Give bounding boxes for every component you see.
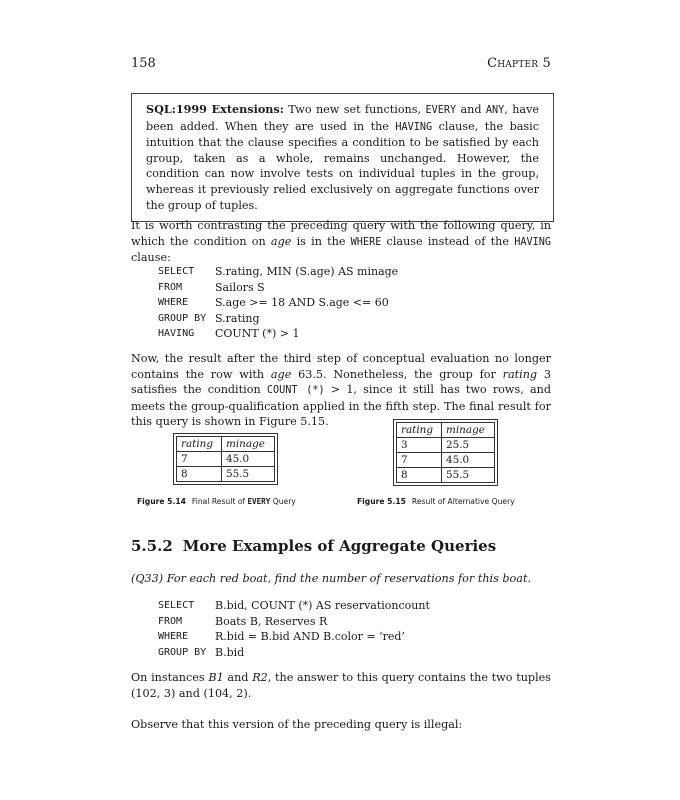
code-keyword: WHERE [158, 297, 189, 309]
code-body: S.age >= 18 AND S.age <= 60 [215, 296, 389, 310]
code-keyword: FROM [158, 281, 183, 293]
table-header-row [177, 437, 275, 452]
cell: 45.0 [222, 452, 275, 467]
box-lead: SQL:1999 Extensions: [146, 102, 284, 116]
code-line [158, 645, 430, 661]
cell: 8 [177, 467, 222, 482]
sql1999-extensions-box [131, 93, 554, 222]
cell: 45.0 [442, 453, 495, 468]
caption-label: Figure 5.14 [137, 497, 186, 506]
paragraph-contrast [131, 218, 551, 266]
table-row [177, 452, 275, 467]
para-text: > 1, since it still has two rows, and meets the group-qualification applied in the fifth step. The final result for this query is shown in Figure 5.15. [131, 383, 551, 429]
caption-text: Result of Alternative Query [411, 497, 515, 506]
table-row [397, 468, 495, 483]
para-text: 3 satisfies the condition [131, 367, 551, 397]
box-text: Two new set functions, [283, 103, 426, 116]
para-text: is in the [291, 234, 351, 248]
para-text: clause instead of the [381, 234, 515, 248]
paragraph-instances [131, 670, 551, 701]
para-text: clause: [131, 251, 171, 265]
caption-figure-5-14 [137, 497, 296, 506]
section-number: 5.5.2 [131, 537, 173, 555]
code-line [158, 311, 398, 327]
kw-where: WHERE [350, 236, 382, 248]
sql-query-1 [158, 264, 398, 342]
cell: 55.5 [222, 467, 275, 482]
code-keyword: HAVING [158, 328, 195, 340]
cell: 3 [397, 438, 442, 453]
para-text: Now, the result after the third step of conceptual evaluation no longer contains the row with [131, 352, 551, 381]
para-text: , the answer to this query contains the two tuples (102, 3) and (104, 2). [131, 671, 552, 700]
col-minage: minage [222, 437, 275, 452]
kw-any: ANY [485, 105, 505, 116]
table-header-row [397, 423, 495, 438]
table-row [397, 453, 495, 468]
query-q33-statement: (Q33) For each red boat, find the number of reservations for this boat. [131, 572, 532, 585]
code-keyword: FROM [158, 615, 183, 627]
code-line [158, 264, 398, 280]
col-rating: rating [397, 423, 442, 438]
code-line [158, 326, 398, 342]
caption-text: Query [270, 497, 296, 506]
code-body: B.bid, COUNT (*) AS reservationcount [215, 599, 430, 612]
caption-figure-5-15 [357, 497, 515, 506]
kw-every: EVERY [247, 497, 271, 506]
box-text: , have been added. When they are used in the [146, 103, 540, 133]
kw-every: EVERY [425, 105, 457, 116]
code-body: S.rating, MIN (S.age) AS minage [215, 265, 399, 278]
paragraph-result [131, 351, 551, 430]
kw-count: COUNT (*) [266, 385, 325, 397]
table-figure-5-15 [396, 422, 495, 483]
box-text: and [456, 103, 486, 116]
cell: 55.5 [442, 468, 495, 483]
code-body: Boats B, Reserves R [215, 614, 328, 628]
section-title: More Examples of Aggregate Queries [182, 537, 497, 555]
code-keyword: SELECT [158, 266, 195, 277]
code-keyword: SELECT [158, 600, 195, 611]
box-text: clause, the basic intuition that the clause specifies a condition to be satisfied by each group, taken as a whole, remains unchanged. However, the condition can now involve tests on individual tuples in the group, whereas it previously relied exclusively on aggregate functions over the group of tuples. [146, 119, 539, 212]
kw-having: HAVING [514, 236, 551, 248]
code-keyword: WHERE [158, 631, 189, 643]
var-age: age [270, 234, 292, 248]
var-rating: rating [502, 367, 538, 381]
cell: 7 [397, 453, 442, 468]
code-line [158, 598, 430, 614]
cell: 8 [397, 468, 442, 483]
code-body: B.bid [215, 645, 245, 659]
var-r2: R2 [252, 671, 268, 684]
code-body: Sailors S [215, 280, 265, 294]
cell: 7 [177, 452, 222, 467]
para-text: and [223, 671, 253, 684]
table-figure-5-14 [176, 436, 275, 482]
code-keyword: GROUP BY [158, 646, 207, 658]
table-row [397, 438, 495, 453]
chapter-title: Chapter 5 [487, 56, 551, 71]
caption-label: Figure 5.15 [357, 497, 406, 506]
code-keyword: GROUP BY [158, 312, 207, 324]
code-line [158, 295, 398, 311]
code-line [158, 614, 430, 630]
paragraph-illegal: Observe that this version of the preceding query is illegal: [131, 718, 463, 731]
para-text: 63.5. Nonetheless, the group for [291, 367, 503, 381]
col-rating: rating [177, 437, 222, 452]
code-body: R.bid = B.bid AND B.color = ‘red’ [215, 630, 405, 644]
section-heading [131, 537, 496, 555]
page-number: 158 [131, 56, 156, 71]
code-body: COUNT (*) > 1 [215, 327, 300, 341]
para-text: It is worth contrasting the preceding query with the following query, in which the condition on [131, 219, 551, 248]
code-line [158, 629, 430, 645]
kw-having: HAVING [395, 121, 433, 133]
var-b1: B1 [208, 671, 224, 684]
var-age: age [270, 367, 292, 381]
caption-text: Final Result of [191, 497, 248, 506]
para-text: On instances [131, 671, 209, 684]
sql-query-2 [158, 598, 430, 660]
col-minage: minage [442, 423, 495, 438]
code-line [158, 280, 398, 296]
table-row [177, 467, 275, 482]
code-body: S.rating [215, 311, 260, 325]
cell: 25.5 [442, 438, 495, 453]
